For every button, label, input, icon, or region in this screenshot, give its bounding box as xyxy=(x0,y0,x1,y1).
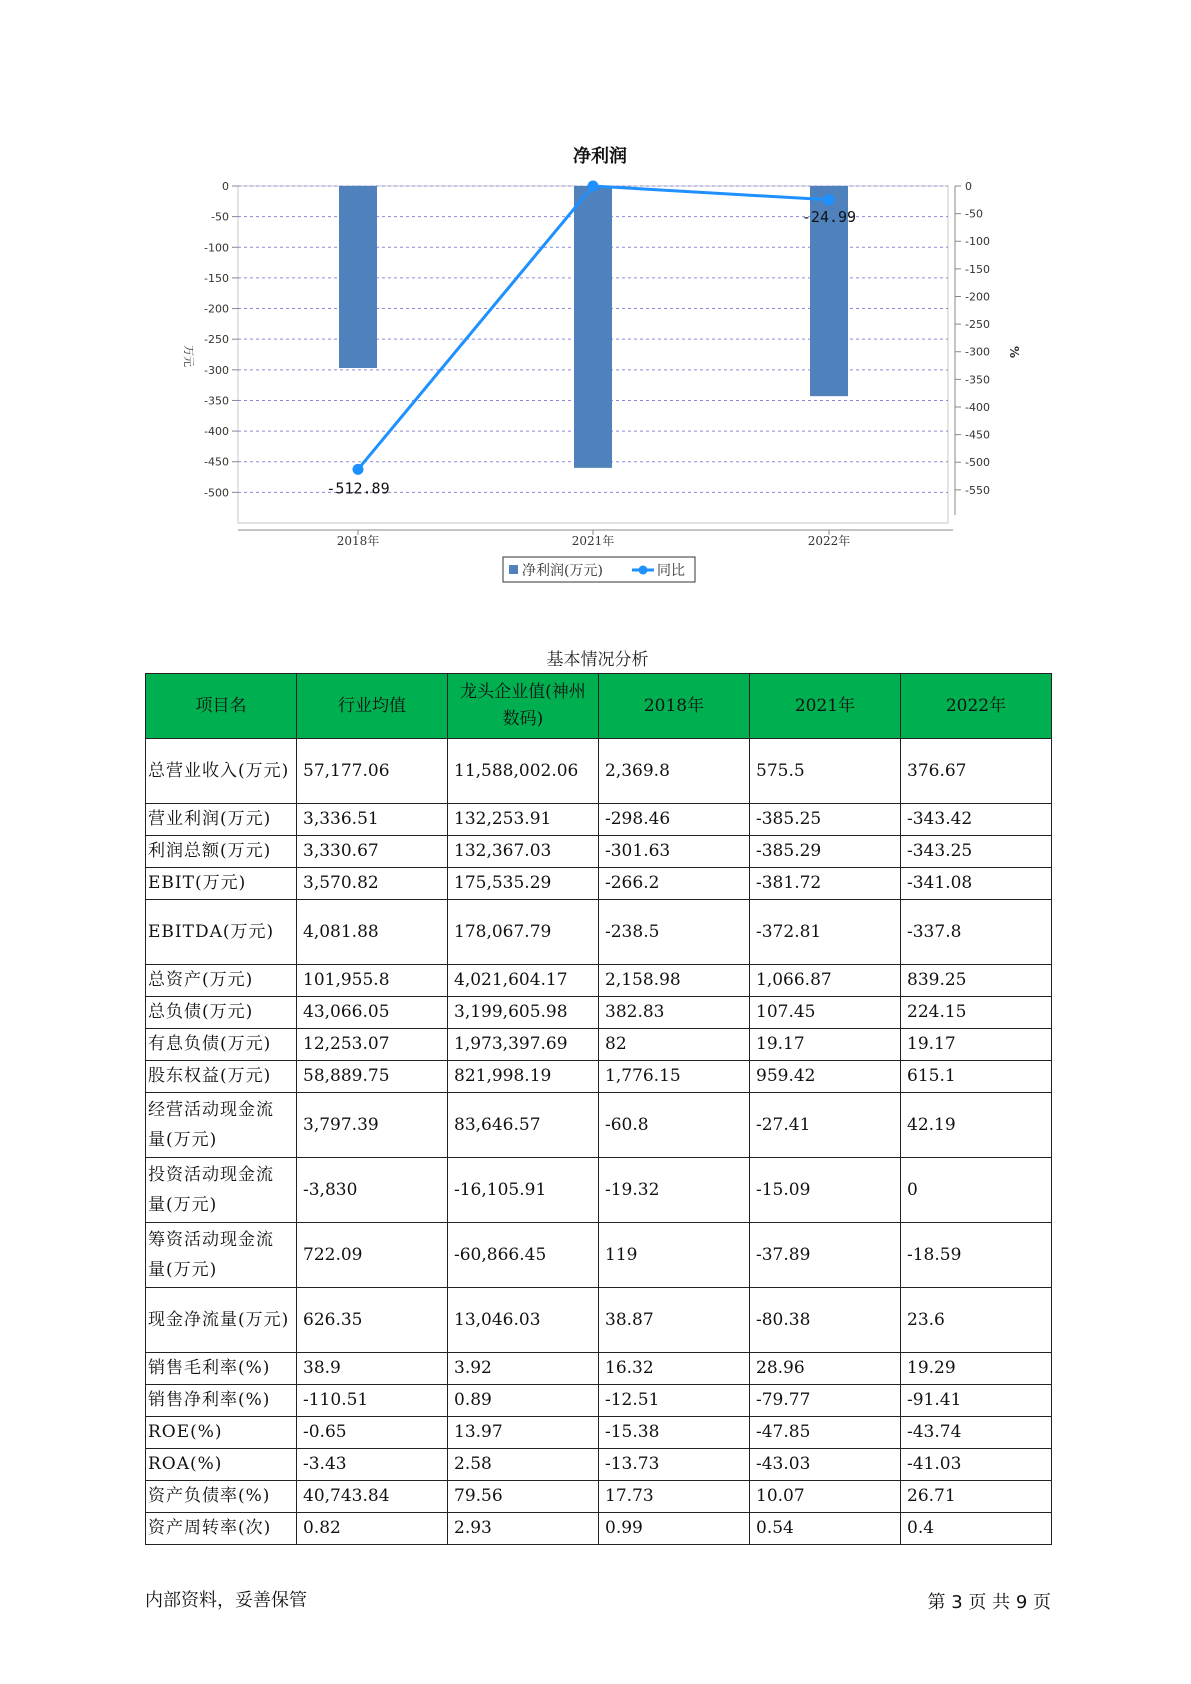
table-cell: 17.73 xyxy=(599,1481,750,1513)
table-cell: 28.96 xyxy=(750,1353,901,1385)
row-label-cell: EBITDA(万元) xyxy=(146,900,297,965)
table-row xyxy=(146,1481,1052,1513)
table-cell: -3.43 xyxy=(297,1449,448,1481)
table-cell: 2.58 xyxy=(448,1449,599,1481)
table-cell: 615.1 xyxy=(901,1061,1052,1093)
table-cell: 19.29 xyxy=(901,1353,1052,1385)
header-cell: 2022年 xyxy=(901,674,1052,739)
table-cell: 1,973,397.69 xyxy=(448,1029,599,1061)
table-cell: -60,866.45 xyxy=(448,1223,599,1288)
table-cell: -15.09 xyxy=(750,1158,901,1223)
y-right-tick-label: -500 xyxy=(965,456,990,470)
header-cell: 行业均值 xyxy=(297,674,448,739)
basic-analysis-table xyxy=(145,673,1052,1545)
y-left-tick-label: -300 xyxy=(204,363,229,377)
table-cell: 4,021,604.17 xyxy=(448,965,599,997)
table-row xyxy=(146,1288,1052,1353)
table-cell: 224.15 xyxy=(901,997,1052,1029)
table-cell: -337.8 xyxy=(901,900,1052,965)
table-row xyxy=(146,1385,1052,1417)
table-cell: 83,646.57 xyxy=(448,1093,599,1158)
table-cell: -12.51 xyxy=(599,1385,750,1417)
table-cell: -60.8 xyxy=(599,1093,750,1158)
row-label-cell: 资产负债率(%) xyxy=(146,1481,297,1513)
row-label-cell: 投资活动现金流量(万元) xyxy=(146,1158,297,1223)
table-cell: -79.77 xyxy=(750,1385,901,1417)
y-right-tick-label: -350 xyxy=(965,373,990,387)
table-cell: 0.82 xyxy=(297,1513,448,1545)
legend-bar-label: 净利润(万元) xyxy=(522,563,603,579)
table-cell: -343.25 xyxy=(901,836,1052,868)
table-cell: -27.41 xyxy=(750,1093,901,1158)
table-row xyxy=(146,1061,1052,1093)
table-row xyxy=(146,997,1052,1029)
table-cell: -16,105.91 xyxy=(448,1158,599,1223)
y-right-axis-label: % xyxy=(1007,345,1021,359)
table-cell: 11,588,002.06 xyxy=(448,739,599,804)
table-cell: 12,253.07 xyxy=(297,1029,448,1061)
table-cell: 38.87 xyxy=(599,1288,750,1353)
header-cell: 2018年 xyxy=(599,674,750,739)
y-right-tick-label: -550 xyxy=(965,483,990,497)
table-cell: 3,199,605.98 xyxy=(448,997,599,1029)
table-cell: -343.42 xyxy=(901,804,1052,836)
table-row xyxy=(146,836,1052,868)
x-tick-label: 2018年 xyxy=(336,534,380,548)
table-cell: 26.71 xyxy=(901,1481,1052,1513)
table-cell: -41.03 xyxy=(901,1449,1052,1481)
y-left-tick-label: -400 xyxy=(204,425,229,439)
analysis-table-container xyxy=(145,673,1051,1545)
table-cell: 2,369.8 xyxy=(599,739,750,804)
row-label-cell: 总营业收入(万元) xyxy=(146,739,297,804)
y-right-tick-label: -300 xyxy=(965,345,990,359)
y-left-tick-label: -200 xyxy=(204,302,229,316)
table-cell: 43,066.05 xyxy=(297,997,448,1029)
y-right-tick-label: -50 xyxy=(965,207,983,221)
table-cell: 376.67 xyxy=(901,739,1052,804)
table-cell: 23.6 xyxy=(901,1288,1052,1353)
table-cell: -372.81 xyxy=(750,900,901,965)
table-cell: 1,066.87 xyxy=(750,965,901,997)
table-cell: -238.5 xyxy=(599,900,750,965)
header-cell: 2021年 xyxy=(750,674,901,739)
y-right-tick-label: -400 xyxy=(965,400,990,414)
y-left-tick-label: 0 xyxy=(222,180,229,193)
table-cell: 107.45 xyxy=(750,997,901,1029)
table-cell: -15.38 xyxy=(599,1417,750,1449)
row-label-cell: ROE(%) xyxy=(146,1417,297,1449)
y-right-tick-label: -250 xyxy=(965,318,990,332)
table-row xyxy=(146,1353,1052,1385)
table-cell: 57,177.06 xyxy=(297,739,448,804)
y-left-tick-label: -350 xyxy=(204,394,229,408)
legend-line-label: 同比 xyxy=(657,563,685,579)
line-point-yoy xyxy=(824,194,835,205)
table-cell: 175,535.29 xyxy=(448,868,599,900)
y-left-tick-label: -50 xyxy=(211,210,229,224)
table-cell: 0.4 xyxy=(901,1513,1052,1545)
table-cell: -13.73 xyxy=(599,1449,750,1481)
table-cell: -47.85 xyxy=(750,1417,901,1449)
table-cell: -0.65 xyxy=(297,1417,448,1449)
row-label-cell: 有息负债(万元) xyxy=(146,1029,297,1061)
table-cell: 19.17 xyxy=(750,1029,901,1061)
row-label-cell: 销售净利率(%) xyxy=(146,1385,297,1417)
table-row xyxy=(146,1223,1052,1288)
table-cell: 3,570.82 xyxy=(297,868,448,900)
row-label-cell: 股东权益(万元) xyxy=(146,1061,297,1093)
table-cell: 839.25 xyxy=(901,965,1052,997)
table-cell: -298.46 xyxy=(599,804,750,836)
table-cell: 58,889.75 xyxy=(297,1061,448,1093)
table-cell: 0.89 xyxy=(448,1385,599,1417)
table-cell: -381.72 xyxy=(750,868,901,900)
table-cell: 722.09 xyxy=(297,1223,448,1288)
table-row xyxy=(146,804,1052,836)
table-header-row xyxy=(146,674,1052,739)
table-cell: 1,776.15 xyxy=(599,1061,750,1093)
legend-bar-swatch xyxy=(509,565,518,574)
line-point-yoy xyxy=(588,181,599,192)
bar-net-profit xyxy=(339,186,377,368)
y-left-tick-label: -450 xyxy=(204,455,229,469)
table-cell: -385.29 xyxy=(750,836,901,868)
table-cell: 4,081.88 xyxy=(297,900,448,965)
table-cell: -37.89 xyxy=(750,1223,901,1288)
table-row xyxy=(146,1513,1052,1545)
table-cell: -18.59 xyxy=(901,1223,1052,1288)
x-tick-label: 2021年 xyxy=(571,534,615,548)
table-row xyxy=(146,900,1052,965)
table-row xyxy=(146,1093,1052,1158)
line-point-yoy xyxy=(353,464,364,475)
y-right-tick-label: -450 xyxy=(965,428,990,442)
y-left-tick-label: -500 xyxy=(204,486,229,500)
table-caption: 基本情况分析 xyxy=(546,650,649,670)
table-cell: 3,797.39 xyxy=(297,1093,448,1158)
row-label-cell: ROA(%) xyxy=(146,1449,297,1481)
legend-line-marker xyxy=(639,566,648,575)
table-cell: 42.19 xyxy=(901,1093,1052,1158)
table-cell: 132,367.03 xyxy=(448,836,599,868)
x-tick-label: 2022年 xyxy=(807,534,851,548)
header-cell: 龙头企业值(神州数码) xyxy=(448,674,599,739)
table-cell: -43.74 xyxy=(901,1417,1052,1449)
row-label-cell: 总资产(万元) xyxy=(146,965,297,997)
table-cell: 119 xyxy=(599,1223,750,1288)
row-label-cell: 总负债(万元) xyxy=(146,997,297,1029)
table-cell: -43.03 xyxy=(750,1449,901,1481)
table-cell: 16.32 xyxy=(599,1353,750,1385)
y-left-tick-label: -100 xyxy=(204,241,229,255)
table-cell: -301.63 xyxy=(599,836,750,868)
table-cell: -80.38 xyxy=(750,1288,901,1353)
y-right-tick-label: -200 xyxy=(965,290,990,304)
table-cell: 626.35 xyxy=(297,1288,448,1353)
footer-confidential-note: 内部资料，妥善保管 xyxy=(145,1590,307,1611)
y-left-axis-label: 万元 xyxy=(182,345,195,367)
bar-net-profit xyxy=(574,186,612,468)
row-label-cell: EBIT(万元) xyxy=(146,868,297,900)
line-data-label: -24.99 xyxy=(801,207,857,226)
table-cell: -385.25 xyxy=(750,804,901,836)
table-cell: 821,998.19 xyxy=(448,1061,599,1093)
table-cell: 79.56 xyxy=(448,1481,599,1513)
table-row xyxy=(146,965,1052,997)
table-cell: 13.97 xyxy=(448,1417,599,1449)
table-cell: 0.99 xyxy=(599,1513,750,1545)
table-cell: -266.2 xyxy=(599,868,750,900)
row-label-cell: 现金净流量(万元) xyxy=(146,1288,297,1353)
table-cell: 0.54 xyxy=(750,1513,901,1545)
table-cell: 3,336.51 xyxy=(297,804,448,836)
row-label-cell: 营业利润(万元) xyxy=(146,804,297,836)
table-row xyxy=(146,1449,1052,1481)
table-cell: -91.41 xyxy=(901,1385,1052,1417)
table-cell: -3,830 xyxy=(297,1158,448,1223)
table-cell: 40,743.84 xyxy=(297,1481,448,1513)
table-cell: 2.93 xyxy=(448,1513,599,1545)
table-row xyxy=(146,1417,1052,1449)
table-row xyxy=(146,1158,1052,1223)
table-cell: -110.51 xyxy=(297,1385,448,1417)
table-cell: 382.83 xyxy=(599,997,750,1029)
table-cell: 2,158.98 xyxy=(599,965,750,997)
y-left-tick-label: -250 xyxy=(204,333,229,347)
footer-page-number: 第 3 页 共 9 页 xyxy=(927,1592,1051,1613)
table-cell: 178,067.79 xyxy=(448,900,599,965)
table-cell: 132,253.91 xyxy=(448,804,599,836)
chart-title: 净利润 xyxy=(573,146,627,167)
row-label-cell: 筹资活动现金流量(万元) xyxy=(146,1223,297,1288)
table-row xyxy=(146,1029,1052,1061)
table-cell: 575.5 xyxy=(750,739,901,804)
row-label-cell: 资产周转率(次) xyxy=(146,1513,297,1545)
table-cell: 38.9 xyxy=(297,1353,448,1385)
row-label-cell: 经营活动现金流量(万元) xyxy=(146,1093,297,1158)
table-cell: 13,046.03 xyxy=(448,1288,599,1353)
row-label-cell: 销售毛利率(%) xyxy=(146,1353,297,1385)
table-cell: 3.92 xyxy=(448,1353,599,1385)
line-data-label: -512.89 xyxy=(326,479,390,498)
table-cell: -341.08 xyxy=(901,868,1052,900)
table-cell: 959.42 xyxy=(750,1061,901,1093)
table-cell: 19.17 xyxy=(901,1029,1052,1061)
y-right-tick-label: 0 xyxy=(965,180,972,193)
header-cell: 项目名 xyxy=(146,674,297,739)
table-cell: 82 xyxy=(599,1029,750,1061)
net-profit-chart xyxy=(0,130,1191,600)
table-cell: -19.32 xyxy=(599,1158,750,1223)
y-left-tick-label: -150 xyxy=(204,271,229,285)
table-cell: 0 xyxy=(901,1158,1052,1223)
table-cell: 3,330.67 xyxy=(297,836,448,868)
y-right-tick-label: -150 xyxy=(965,262,990,276)
table-cell: 101,955.8 xyxy=(297,965,448,997)
y-right-tick-label: -100 xyxy=(965,235,990,249)
row-label-cell: 利润总额(万元) xyxy=(146,836,297,868)
table-cell: 10.07 xyxy=(750,1481,901,1513)
table-row xyxy=(146,739,1052,804)
table-row xyxy=(146,868,1052,900)
